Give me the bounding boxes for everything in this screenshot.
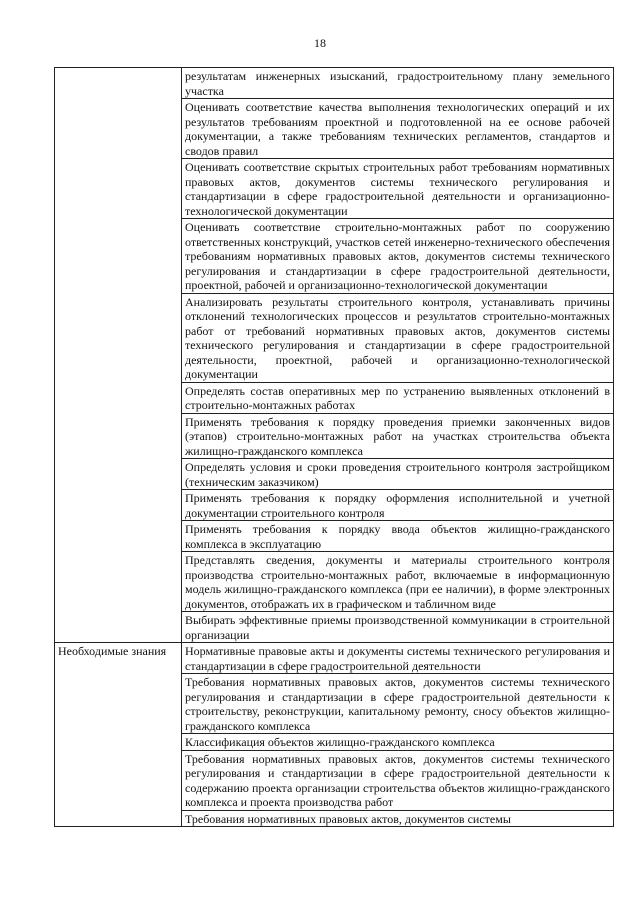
table-cell: Применять требования к порядку оформления исполнительной и учетной документации строительного контроля [182,490,614,521]
table-cell: Нормативные правовые акты и документы системы технического регулирования и стандартизации в сфере градостроительной деятельности [182,643,614,674]
table-cell: Требования нормативных правовых актов, документов системы [182,810,614,827]
table-cell: Классификация объектов жилищно-гражданского комплекса [182,734,614,751]
table-cell: Оценивать соответствие качества выполнения технологических операций и их результатов требованиям проектной и подготовленной на ее основе рабочей документации, а также требованиям технических регламентов, стандартов и сводов правил [182,99,614,159]
table-cell: Применять требования к порядку ввода объектов жилищно-гражданского комплекса в эксплуатацию [182,521,614,552]
table-cell: Представлять сведения, документы и материалы строительного контроля производства строительно-монтажных работ, включаемые в информационную модель жилищно-гражданского комплекса (при ее наличии), в форме электронных документов, отображать их в графическом и табличном виде [182,552,614,612]
requirements-table [54,67,614,827]
table-cell: Определять состав оперативных мер по устранению выявленных отклонений в строительно-монтажных работах [182,382,614,413]
table-row [55,643,614,674]
table-cell: Применять требования к порядку проведения приемки законченных видов (этапов) строительно-монтажных работ на участках строительства объекта жилищно-гражданского комплекса [182,413,614,459]
row-label [55,68,182,643]
table-row [55,68,614,99]
table-cell: Определять условия и сроки проведения строительного контроля застройщиком (техническим заказчиком) [182,459,614,490]
table-cell: Оценивать соответствие скрытых строительных работ требованиям нормативных правовых актов, документов системы технического регулирования и стандартизации в сфере градостроительной деятельности и организационно-технологической документации [182,159,614,219]
table-cell: результатам инженерных изысканий, градостроительному плану земельного участка [182,68,614,99]
table-cell: Требования нормативных правовых актов, документов системы технического регулирования и стандартизации в сфере градостроительной деятельности к строительству, реконструкции, капитальному ремонту, сносу объектов жилищно-гражданского комплекса [182,674,614,734]
table-cell: Оценивать соответствие строительно-монтажных работ по сооружению ответственных конструкций, участков сетей инженерно-технического обеспечения требованиям нормативных правовых актов, документов системы технического регулирования и стандартизации в сфере градостроительной деятельности, проектной, рабочей и организационно-технологической документации [182,219,614,294]
page-number: 18 [314,36,326,50]
row-label-required-knowledge: Необходимые знания [55,643,182,827]
table-cell: Анализировать результаты строительного контроля, устанавливать причины отклонений технологических процессов и результатов строительно-монтажных работ от требований нормативных правовых актов, документов системы технического регулирования и стандартизации в сфере градостроительной деятельности, проектной, рабочей и организационно-технологической документации [182,293,614,382]
table-cell: Выбирать эффективные приемы производственной коммуникации в строительной организации [182,612,614,643]
table-cell: Требования нормативных правовых актов, документов системы технического регулирования и стандартизации в сфере градостроительной деятельности к содержанию проекта организации строительства объектов жилищно-гражданского комплекса и проекта производства работ [182,750,614,810]
